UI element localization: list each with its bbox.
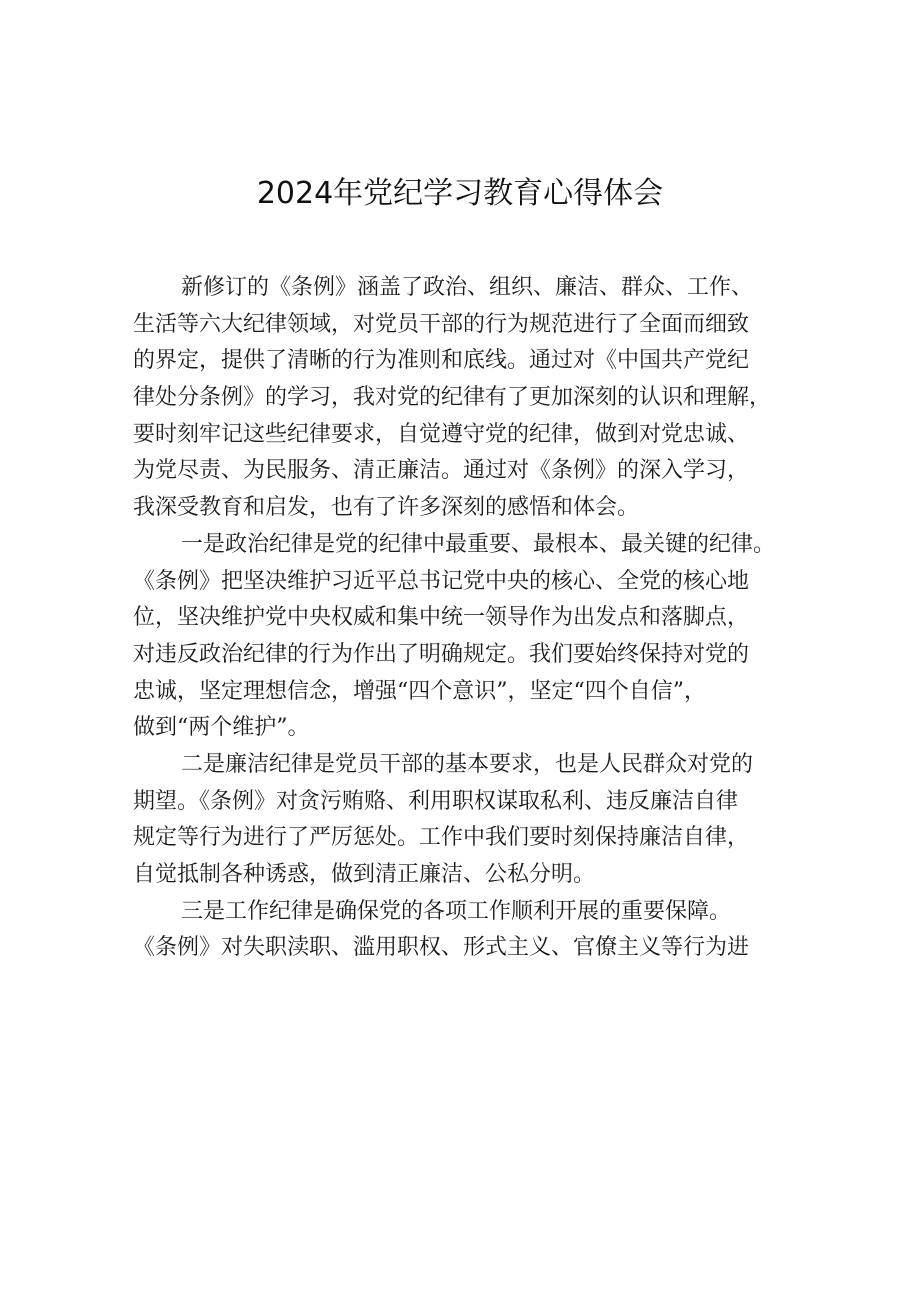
paragraph-3-line-2: 期望。《条例》对贪污贿赂、利用职权谋取私利、违反廉洁自律 [133,788,739,814]
paragraph-1-line-4: 律处分条例》的学习，我对党的纪律有了更加深刻的认识和理解， [133,385,772,411]
paragraph-2-line-1: 一是政治纪律是党的纪律中最重要、最根本、最关键的纪律。 [181,531,776,557]
paragraph-1-line-6: 为党尽责、为民服务、清正廉洁。通过对《条例》的深入学习， [133,458,750,484]
document-body [133,270,798,967]
paragraph-1-line-5: 要时刻牢记这些纪律要求，自觉遵守党的纪律，做到对党忠诚、 [133,421,750,447]
paragraph-2-line-3: 位，坚决维护党中央权威和集中统一领导作为出发点和落脚点， [133,605,750,631]
paragraph-3-line-1: 二是廉洁纪律是党员干部的基本要求，也是人民群众对党的 [181,751,754,777]
paragraph-2-line-2: 《条例》把坚决维护习近平总书记党中央的核心、全党的核心地 [133,568,750,594]
paragraph-1-line-3: 的界定，提供了清晰的行为准则和底线。通过对《中国共产党纪 [133,348,750,374]
paragraph-1-line-7: 我深受教育和启发，也有了许多深刻的感悟和体会。 [133,495,640,521]
paragraph-4-line-1: 三是工作纪律是确保党的各项工作顺利开展的重要保障。 [181,898,732,924]
paragraph-2-line-6: 做到“两个维护”。 [133,715,310,741]
paragraph-1-line-1: 新修订的《条例》涵盖了政治、组织、廉洁、群众、工作、 [181,275,754,300]
document-title: 2024年党纪学习教育心得体会 [256,176,664,211]
paragraph-4-line-2: 《条例》对失职渎职、滥用职权、形式主义、官僚主义等行为进 [133,935,750,961]
paragraph-3-line-4: 自觉抵制各种诱惑，做到清正廉洁、公私分明。 [133,862,596,887]
paragraph-1-line-2: 生活等六大纪律领域，对党员干部的行为规范进行了全面而细致 [133,311,750,337]
paragraph-2-line-5: 忠诚，坚定理想信念，增强“四个意识”，坚定“四个自信”， [133,678,706,704]
paragraph-2-line-4: 对违反政治纪律的行为作出了明确规定。我们要始终保持对党的 [133,641,750,667]
paragraph-3-line-3: 规定等行为进行了严厉惩处。工作中我们要时刻保持廉洁自律， [133,825,750,851]
